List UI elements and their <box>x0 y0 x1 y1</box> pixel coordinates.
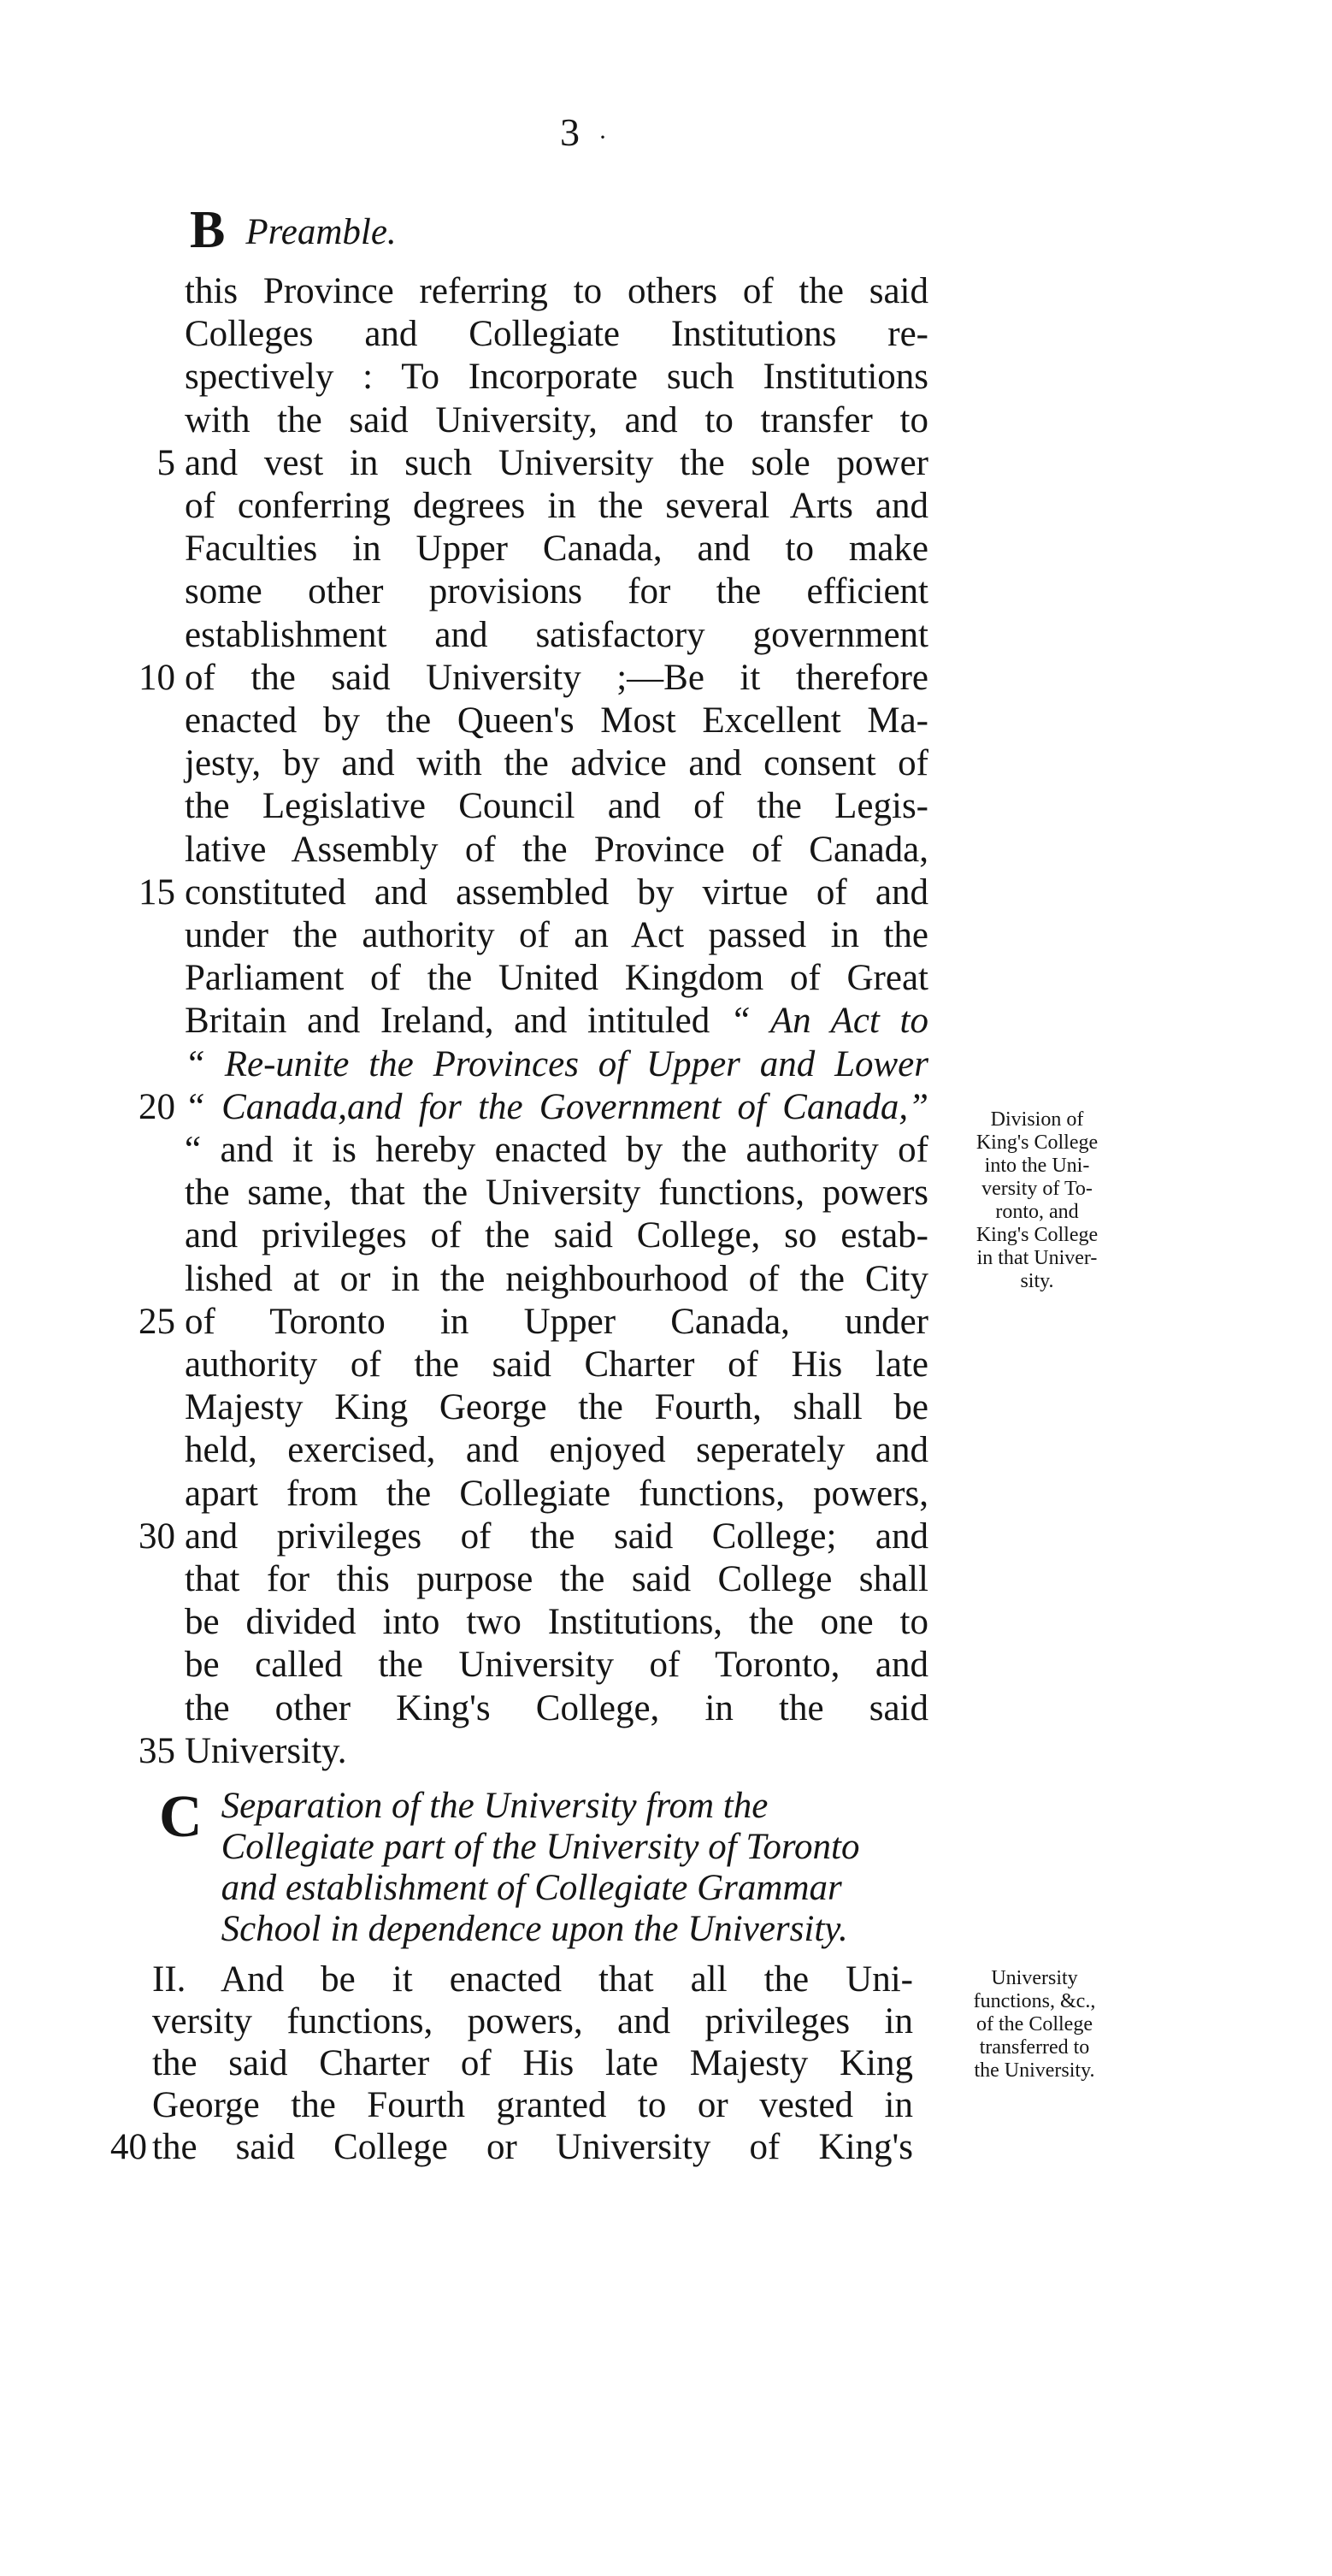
marginal-note-line: the University. <box>974 2059 1095 2082</box>
text-line-content <box>185 356 928 399</box>
text-line-content <box>185 399 928 442</box>
text-run: jesty, by and with the advice and consent of <box>185 743 928 784</box>
text-line <box>185 485 928 528</box>
text-run: held, exercised, and enjoyed seperately and <box>185 1430 928 1471</box>
text-line-content <box>185 1601 928 1644</box>
text-line <box>185 700 928 742</box>
text-run: lished at or in the neighbourhood of the City <box>185 1258 928 1299</box>
text-line-content <box>185 1000 928 1043</box>
text-line <box>185 957 928 1000</box>
marginal-note-university-functions <box>944 1967 1125 2083</box>
text-line <box>185 528 928 570</box>
line-number: 20 <box>139 1086 175 1127</box>
text-line <box>185 442 928 485</box>
text-line <box>185 742 928 785</box>
marginal-note-line: Division of <box>990 1108 1084 1131</box>
text-run: be called the University of Toronto, and <box>185 1645 928 1686</box>
text-run: the same, that the University functions, powers <box>185 1173 928 1214</box>
text-line-content <box>152 2000 913 2043</box>
text-line-content <box>185 528 928 570</box>
text-run: of the said University ;—Be it therefore <box>185 657 928 698</box>
text-run: the said College or University of King's <box>152 2127 913 2167</box>
text-line <box>185 1172 928 1214</box>
text-run: under the authority of an Act passed in the <box>185 915 928 955</box>
text-line-content <box>185 1172 928 1214</box>
text-line-content <box>185 485 928 528</box>
text-line <box>185 399 928 442</box>
text-line-content <box>185 829 928 871</box>
text-line-content <box>185 957 928 1000</box>
text-line <box>152 2000 913 2043</box>
line-number: 40 <box>110 2127 147 2167</box>
text-line-content <box>185 1386 928 1429</box>
marginal-note-line: of the College <box>976 2013 1093 2035</box>
text-line-content <box>185 871 928 914</box>
text-line-content <box>185 1429 928 1472</box>
text-line <box>185 570 928 613</box>
text-line-content <box>152 2042 913 2085</box>
text-run: Britain and Ireland, and intituled <box>185 1001 710 1042</box>
text-line <box>185 356 928 399</box>
marginal-note-line: ronto, and <box>995 1201 1079 1223</box>
text-run: Parliament of the United Kingdom of Great <box>185 958 928 999</box>
text-line-content <box>185 1214 928 1257</box>
marginal-note-line: King's College <box>975 1224 1099 1246</box>
text-run: some other provisions for the efficient <box>185 571 928 612</box>
text-line <box>185 829 928 871</box>
text-run: the said Charter of His late Majesty King <box>152 2043 913 2083</box>
line-number: 25 <box>139 1301 175 1342</box>
marginal-note-line: transferred to <box>979 2036 1090 2059</box>
text-line <box>185 1129 928 1172</box>
text-line-content <box>185 1344 928 1386</box>
text-line <box>185 1086 928 1129</box>
text-line-content <box>185 1473 928 1515</box>
text-line-content <box>185 1086 928 1129</box>
text-line <box>185 313 928 356</box>
text-run: Majesty King George the Fourth, shall be <box>185 1387 928 1428</box>
text-run: George the Fourth granted to or vested in <box>152 2085 913 2125</box>
section-b-letter: B <box>190 201 226 259</box>
section-c-title-line: School in dependence upon the University. <box>221 1909 848 1949</box>
text-line <box>185 1000 928 1043</box>
text-run: versity functions, powers, and privileges in <box>152 2001 913 2041</box>
page-number-dot: · <box>598 123 609 151</box>
text-run: with the said University, and to transfer to <box>185 399 928 440</box>
section-b-title: Preamble. <box>245 212 397 252</box>
text-line <box>185 785 928 828</box>
text-line-content <box>185 614 928 657</box>
marginal-note-line: sity. <box>1020 1270 1054 1292</box>
section-c-title <box>221 1786 860 1950</box>
text-line-content <box>185 1301 928 1344</box>
text-line-content <box>185 1730 347 1773</box>
text-line-content <box>185 1043 928 1086</box>
text-line-content <box>185 700 928 742</box>
page-number <box>560 109 609 155</box>
line-number: 5 <box>156 442 175 483</box>
text-run: “ and it is hereby enacted by the authority of <box>185 1130 928 1170</box>
text-line-content <box>185 1515 928 1558</box>
line-number: 10 <box>139 657 175 698</box>
text-line <box>152 2084 913 2127</box>
text-line <box>185 914 928 957</box>
text-line-content <box>185 313 928 356</box>
text-run: the other King's College, in the said <box>185 1687 928 1728</box>
text-line <box>185 1730 928 1773</box>
text-line-content <box>185 1258 928 1301</box>
text-run: that for this purpose the said College shall <box>185 1559 928 1599</box>
text-line-content <box>152 1959 913 2001</box>
text-run: authority of the said Charter of His late <box>185 1344 928 1385</box>
text-line <box>185 871 928 914</box>
section-c-heading <box>159 1786 859 1950</box>
marginal-note-line: University <box>991 1967 1078 1989</box>
text-line <box>152 1959 913 2001</box>
text-line-content <box>185 785 928 828</box>
text-line <box>185 1214 928 1257</box>
text-run: lative Assembly of the Province of Canada, <box>185 829 928 870</box>
text-line <box>185 1473 928 1515</box>
text-line <box>185 1644 928 1687</box>
text-run: constituted and assembled by virtue of and <box>185 871 928 913</box>
section-c-title-line: and establishment of Collegiate Grammar <box>221 1868 842 1908</box>
marginal-note-line: versity of To- <box>981 1178 1093 1200</box>
text-run: University. <box>185 1730 347 1771</box>
text-run: be divided into two Institutions, the one to <box>185 1602 928 1643</box>
text-line <box>185 1301 928 1344</box>
text-line <box>185 1687 928 1730</box>
text-run: establishment and satisfactory government <box>185 614 928 655</box>
text-line-content <box>185 442 928 485</box>
text-line <box>185 1515 928 1558</box>
text-run: spectively : To Incorporate such Institutions <box>185 357 928 398</box>
text-run: Colleges and Collegiate Institutions re- <box>185 314 928 355</box>
text-line <box>185 657 928 700</box>
line-number: 30 <box>139 1515 175 1557</box>
text-line <box>185 614 928 657</box>
italic-text-run: “ Canada,and for the Government of Canada,” <box>185 1086 928 1127</box>
page-number-value: 3 <box>560 110 581 154</box>
text-line-content <box>185 914 928 957</box>
text-line-content <box>152 2084 913 2127</box>
text-line <box>185 1429 928 1472</box>
text-line <box>152 2126 913 2169</box>
section-c-letter: C <box>159 1784 203 1850</box>
text-run: this Province referring to others of the said <box>185 271 928 311</box>
text-run: and privileges of the said College; and <box>185 1515 928 1557</box>
italic-text-run: “ Re-unite the Provinces of Upper and Lower <box>185 1043 928 1084</box>
marginal-note-division <box>956 1108 1118 1293</box>
text-line <box>185 1601 928 1644</box>
text-run: of Toronto in Upper Canada, under <box>185 1301 928 1342</box>
italic-text-run: “ An Act to <box>730 1001 929 1042</box>
text-line <box>152 2042 913 2085</box>
text-run: II. And be it enacted that all the Uni- <box>152 1959 913 2000</box>
marginal-note-line: in that Univer- <box>976 1247 1098 1269</box>
text-run: enacted by the Queen's Most Excellent Ma- <box>185 700 928 741</box>
text-run: of conferring degrees in the several Arts and <box>185 486 928 526</box>
text-line-content <box>185 1558 928 1601</box>
text-line-content <box>185 570 928 613</box>
text-line-content <box>185 742 928 785</box>
text-line-content <box>152 2126 913 2169</box>
text-line <box>185 1344 928 1386</box>
text-run: the Legislative Council and of the Legis- <box>185 786 928 827</box>
line-number: 15 <box>139 871 175 913</box>
marginal-note-line: into the Uni- <box>984 1155 1090 1177</box>
marginal-note-line: functions, &c., <box>973 1990 1096 2012</box>
text-run: apart from the Collegiate functions, powers, <box>185 1473 928 1514</box>
text-line-content <box>185 1687 928 1730</box>
marginal-note-line: King's College <box>975 1131 1099 1154</box>
text-line <box>185 1558 928 1601</box>
text-line-content <box>185 1644 928 1687</box>
section-c-title-line: Collegiate part of the University of Toronto <box>221 1827 860 1867</box>
text-line <box>185 1386 928 1429</box>
section-c-title-line: Separation of the University from the <box>221 1786 769 1826</box>
text-line-content <box>185 657 928 700</box>
text-line-content <box>185 270 928 313</box>
line-number: 35 <box>139 1730 175 1771</box>
text-run: and privileges of the said College, so estab- <box>185 1215 928 1256</box>
text-line <box>185 1258 928 1301</box>
text-line <box>185 1043 928 1086</box>
text-line <box>185 270 928 313</box>
text-run: and vest in such University the sole power <box>185 442 928 483</box>
text-line-content <box>185 1129 928 1172</box>
text-run: Faculties in Upper Canada, and to make <box>185 529 928 570</box>
section-b-heading <box>190 201 397 259</box>
